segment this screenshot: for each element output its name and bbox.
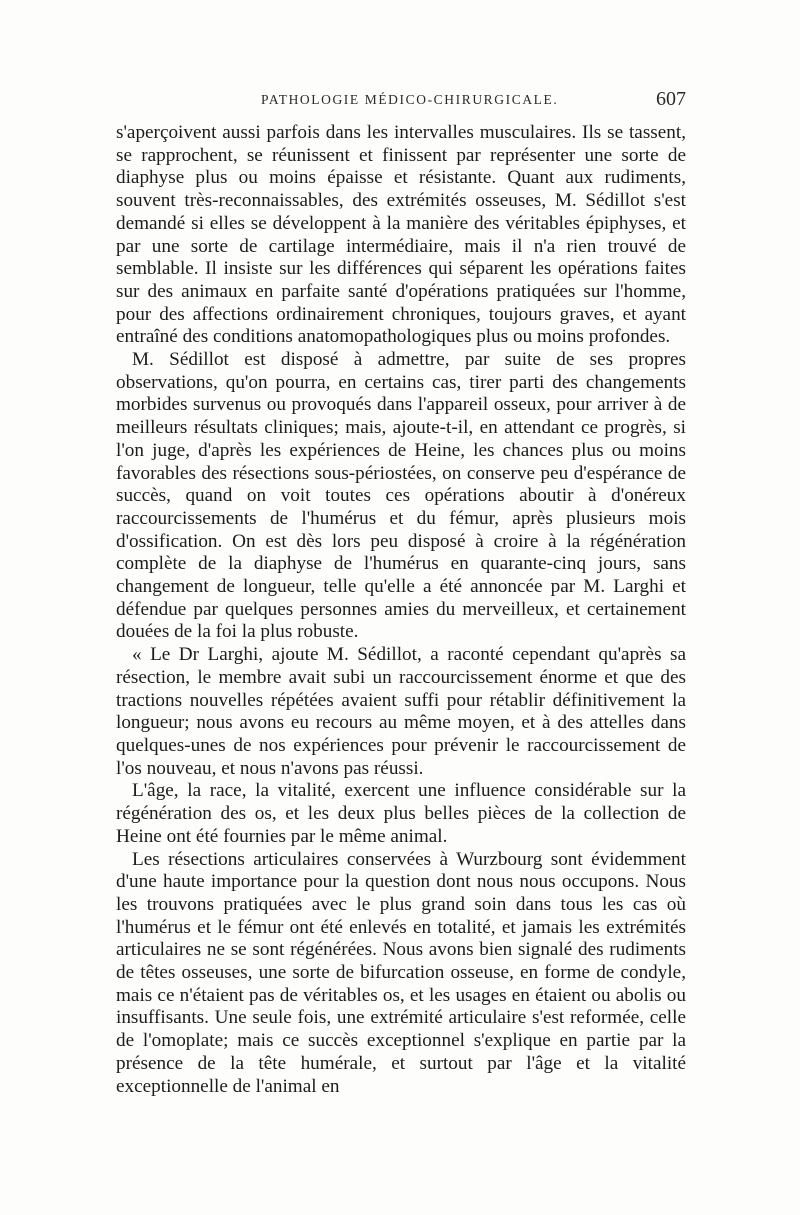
page-number: 607 [656,88,686,110]
body-text [116,122,686,1098]
paragraph: Les résections articulaires conservées à Wurzbourg sont évidemment d'une haute importance pour la question dont nous nous occupons. Nous les trouvons pratiquées avec le plus grand soin dans tous les cas où l'humérus et le fémur ont été enlevés en totalité, et jamais les extrémités articulaires ne se sont régénérées. Nous avons bien signalé des rudiments de têtes osseuses, une sorte de bifurcation osseuse, en forme de condyle, mais ce n'étaient pas de véritables os, et les usages en étaient ou abolis ou insuffisants. Une seule fois, une extrémité articulaire s'est reformée, celle de l'omoplate; mais ce succès exceptionnel s'explique en partie par la présence de la tête humérale, et surtout par l'âge et la vitalité exceptionnelle de l'animal en [116,848,686,1097]
running-head: PATHOLOGIE MÉDICO-CHIRURGICALE. [261,92,559,107]
page-header [116,88,686,114]
paragraph: « Le Dr Larghi, ajoute M. Sédillot, a raconté cependant qu'après sa résection, le membre avait subi un raccourcissement énorme et que des tractions nouvelles répétées avaient suffi pour rétablir définitivement la longueur; nous avons eu recours au même moyen, et à des attelles dans quelques-unes de nos expériences pour prévenir le raccourcissement de l'os nouveau, et nous n'avons pas réussi. [116,644,686,779]
paragraph: M. Sédillot est disposé à admettre, par suite de ses propres observations, qu'on pourra, en certains cas, tirer parti des changements morbides survenus ou provoqués dans l'appareil osseux, pour arriver à de meilleurs résultats cliniques; mais, ajoute-t-il, en attendant ce progrès, si l'on juge, d'après les expériences de Heine, les chances plus ou moins favorables des résections sous-périostées, on conserve peu d'espérance de succès, quand on voit toutes ces opérations aboutir à d'onéreux raccourcissements de l'humérus et du fémur, après plusieurs mois d'ossification. On est dès lors peu disposé à croire à la régénération complète de la diaphyse de l'humérus en quarante-cinq jours, sans changement de longueur, telle qu'elle a été annoncée par M. Larghi et défendue par quelques personnes amies du merveilleux, et certainement douées de la foi la plus robuste. [116,349,686,643]
paragraph: s'aperçoivent aussi parfois dans les intervalles musculaires. Ils se tassent, se rapprochent, se réunissent et finissent par représenter une sorte de diaphyse plus ou moins épaisse et résistante. Quant aux rudiments, souvent très-reconnaissables, des extrémités osseuses, M. Sédillot s'est demandé si elles se développent à la manière des véritables épiphyses, et par une sorte de cartilage intermédiaire, mais il n'a rien trouvé de semblable. Il insiste sur les différences qui séparent les opérations faites sur des animaux en parfaite santé d'opérations pratiquées sur l'homme, pour des affections ordinairement chroniques, toujours graves, et ayant entraîné des conditions anatomopathologiques plus ou moins profondes. [116,122,686,348]
paragraph: L'âge, la race, la vitalité, exercent une influence considérable sur la régénération des os, et les deux plus belles pièces de la collection de Heine ont été fournies par le même animal. [116,780,686,847]
